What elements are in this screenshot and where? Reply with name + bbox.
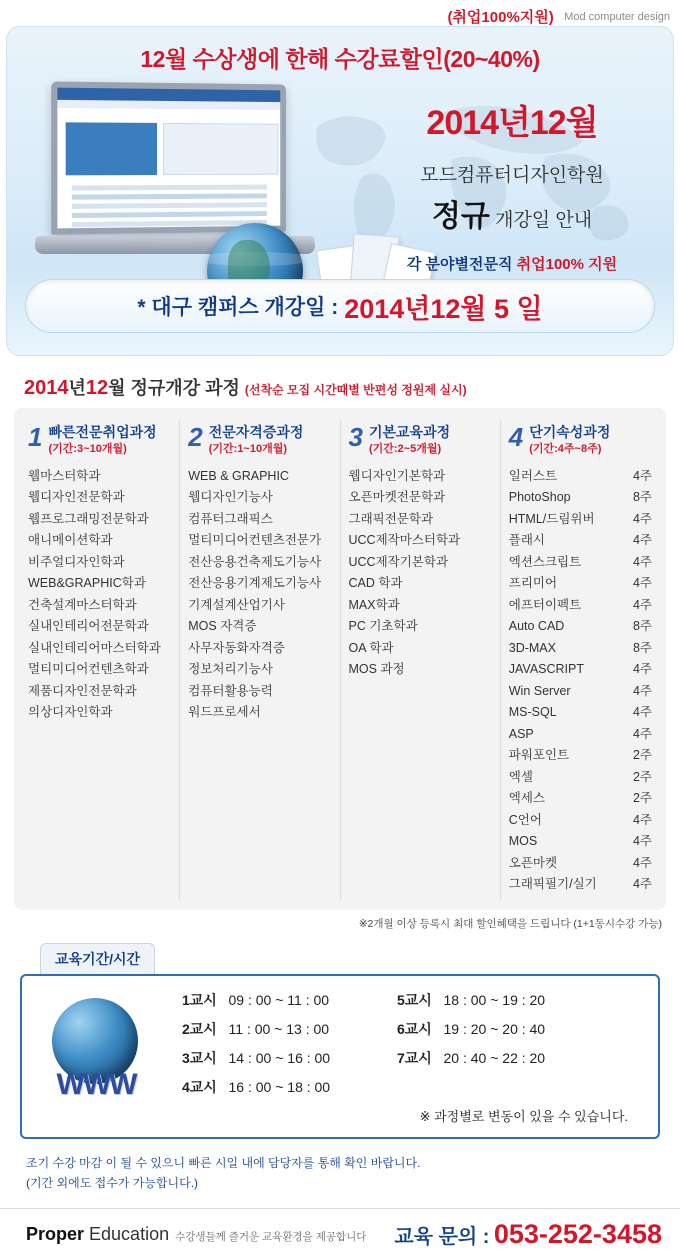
schedule-tab-label: 교육기간/시간 [40, 943, 155, 974]
laptop-screen [51, 81, 286, 234]
schedule-row [182, 1019, 648, 1039]
course-list [349, 466, 492, 681]
schedule-period: 3교시 [182, 1049, 217, 1066]
course-name: 파워포인트 [508, 748, 570, 763]
list-item: 컴퓨터그래픽스 [188, 511, 273, 526]
list-item: 웹디자인기능사 [188, 490, 273, 505]
course-weeks: 8주 [632, 490, 652, 505]
schedule-cell [182, 1019, 397, 1039]
list-item [509, 616, 652, 638]
list-item: 오픈마켓전문학과 [348, 490, 446, 505]
section-title-mid2: 월 정규개강 과정 [108, 378, 245, 398]
list-item: 의상디자인학과 [28, 705, 113, 720]
hero-year-month: 2014년12월 [426, 104, 598, 142]
course-weeks: 4주 [632, 554, 652, 569]
academy-name: 모드컴퓨터디자인학원 [420, 165, 604, 186]
list-item [509, 874, 652, 896]
schedule-cell [397, 990, 612, 1010]
course-weeks: 4주 [632, 576, 652, 591]
list-item [509, 638, 652, 660]
course-columns [14, 408, 666, 910]
list-item: 비주얼디자인학과 [28, 554, 125, 569]
course-weeks: 2주 [632, 791, 652, 806]
list-item: 웹프로그래밍전문학과 [28, 511, 149, 526]
note-line-2: (기간 외에도 접수가 가능합니다.) [26, 1176, 199, 1191]
regular-strong: 정규 [431, 200, 490, 233]
schedule-row [182, 990, 648, 1010]
course-column-4 [500, 420, 660, 900]
list-item [509, 767, 652, 789]
site-banner [66, 122, 157, 175]
course-column-header [509, 424, 652, 456]
course-name: Win Server [508, 683, 571, 698]
regular-open-line [357, 191, 667, 235]
footer [0, 1208, 680, 1250]
section-title-year: 2014 [24, 377, 69, 399]
list-item [509, 702, 652, 724]
list-item: 기계설계산업기사 [188, 597, 285, 612]
schedule-time: 14 : 00 ~ 16 : 00 [228, 1049, 331, 1066]
schedule-time: 19 : 20 ~ 20 : 40 [443, 1020, 546, 1037]
course-weeks: 8주 [632, 640, 652, 655]
note-line-1: 조기 수강 마감 이 될 수 있으니 빠른 시일 내에 담당자를 통해 확인 바랍니다. [26, 1155, 421, 1170]
list-item: 전산응용건축제도기능사 [188, 554, 322, 569]
course-column-titles [369, 424, 450, 456]
list-item [509, 466, 652, 488]
course-column-3 [340, 420, 500, 900]
list-item [509, 831, 652, 853]
course-weeks: 8주 [632, 619, 652, 634]
course-column-name: 전문자격증과정 [208, 424, 304, 440]
course-name: MS-SQL [508, 705, 557, 720]
section-title-mid: 년 [68, 378, 86, 398]
campus-label: * 대구 캠퍼스 개강일 : [137, 296, 339, 319]
browser-toolbar [57, 100, 280, 110]
course-name: MOS [508, 834, 538, 849]
schedule-row [182, 1048, 648, 1068]
course-weeks: 4주 [632, 511, 652, 526]
logo [26, 1224, 366, 1245]
schedule-period: 2교시 [182, 1020, 217, 1037]
schedule-period: 6교시 [397, 1020, 432, 1037]
logo-bold: Proper [26, 1223, 85, 1244]
list-item: 전산응용기계제도기능사 [188, 576, 322, 591]
course-column-titles [209, 424, 304, 456]
course-column-titles [48, 424, 156, 456]
site-rows [66, 181, 273, 229]
list-item [509, 573, 652, 595]
list-item [509, 487, 652, 509]
course-list [188, 466, 331, 724]
hero-banner [6, 26, 674, 356]
campus-date: 2014년12월 5 일 [344, 293, 543, 324]
course-weeks: 2주 [632, 769, 652, 784]
hero-text-block [357, 95, 667, 274]
course-column-header [28, 424, 171, 456]
hero-headline: 12월 수상생에 한해 수강료할인(20~40%) [140, 46, 540, 72]
list-item: WEB & GRAPHIC [188, 468, 289, 483]
course-weeks: 4주 [632, 726, 652, 741]
www-text: WWW [56, 1067, 136, 1101]
course-name: 일러스트 [508, 468, 558, 483]
course-column-header [349, 424, 492, 456]
list-item [509, 552, 652, 574]
section-title-month: 12 [85, 377, 109, 399]
course-column-number: 3 [348, 422, 363, 452]
course-column-period: (기간:1~10개월) [208, 443, 287, 456]
course-name: C언어 [508, 812, 542, 827]
list-item: 실내인테리어전문학과 [28, 619, 149, 634]
course-weeks: 4주 [632, 468, 652, 483]
list-item: 웹디자인기본학과 [348, 468, 446, 483]
course-name: HTML/드림위버 [508, 511, 595, 526]
course-name: ASP [508, 726, 534, 741]
course-name: 프리미어 [508, 576, 558, 591]
course-weeks: 4주 [632, 705, 652, 720]
course-column-number: 4 [508, 422, 524, 452]
course-column-name: 기본교육과정 [368, 424, 451, 440]
course-weeks: 4주 [632, 597, 652, 612]
list-item [509, 509, 652, 531]
section-title [24, 374, 680, 400]
list-item: 실내인테리어마스터학과 [28, 640, 161, 655]
list-item [509, 745, 652, 767]
course-column-name: 빠른전문취업과정 [48, 424, 157, 440]
course-weeks: 4주 [632, 662, 652, 677]
schedule-period: 7교시 [397, 1049, 432, 1066]
list-item: MOS 과정 [348, 662, 405, 677]
course-weeks: 4주 [632, 877, 652, 892]
course-name: 엑션스크립트 [508, 554, 582, 569]
list-item [509, 724, 652, 746]
list-item [509, 810, 652, 832]
contact-block [394, 1219, 662, 1250]
course-weeks: 4주 [632, 812, 652, 827]
course-column-number: 2 [188, 422, 203, 452]
field-support-navy: 각 분야별전문직 [406, 256, 517, 273]
schedule-time: 09 : 00 ~ 11 : 00 [228, 991, 330, 1008]
list-item: 웹마스터학과 [28, 468, 101, 483]
schedule-rows [182, 990, 648, 1097]
schedule-cell [182, 1048, 397, 1068]
course-name: 엑셀 [508, 769, 533, 784]
list-item [509, 681, 652, 703]
course-name: 그래픽필기/실기 [508, 877, 597, 892]
schedule-row [182, 1077, 648, 1097]
list-item: 컴퓨터활용능력 [188, 683, 273, 698]
course-list [28, 466, 171, 724]
schedule-cell [182, 1077, 397, 1097]
course-list [509, 466, 652, 896]
course-column-period: (기간:3~10개월) [48, 443, 127, 456]
course-weeks: 4주 [632, 683, 652, 698]
schedule-time: 18 : 00 ~ 19 : 20 [443, 991, 546, 1008]
course-weeks: 4주 [632, 533, 652, 548]
schedule-box [20, 974, 660, 1139]
laptop-screen-content [57, 88, 280, 229]
list-item: 웹디자인전문학과 [28, 490, 125, 505]
schedule-period: 1교시 [182, 991, 217, 1008]
list-item [509, 530, 652, 552]
course-column-titles [529, 424, 610, 456]
contact-label: 교육 문의 : [394, 1225, 490, 1248]
course-name: 3D-MAX [508, 640, 556, 655]
schedule-cell [397, 1048, 612, 1068]
schedule-footnote: ※ 과정별로 변동이 있을 수 있습니다. [419, 1108, 628, 1124]
list-item: 멀티미디어컨텐츠전문가 [188, 533, 322, 548]
list-item: OA 학과 [348, 640, 394, 655]
field-support-red: 취업100% 지원 [516, 256, 618, 273]
list-item: UCC제작마스터학과 [348, 533, 461, 548]
list-item: 건축설계마스터학과 [28, 597, 137, 612]
contact-number[interactable]: 053-252-3458 [493, 1218, 662, 1249]
schedule-cell [397, 1019, 612, 1039]
course-column-number: 1 [28, 422, 43, 452]
course-weeks: 4주 [632, 855, 652, 870]
list-item: 멀티미디어컨텐츠학과 [28, 662, 149, 677]
course-weeks: 4주 [632, 834, 652, 849]
course-name: 오픈마켓 [508, 855, 558, 870]
course-name: Auto CAD [508, 619, 565, 634]
course-column-header [188, 424, 331, 456]
regular-rest: 개강일 안내 [489, 210, 593, 231]
list-item [509, 853, 652, 875]
support-badge: (취업100%지원) [447, 9, 554, 26]
bottom-notes [26, 1153, 680, 1194]
course-column-2 [179, 420, 339, 900]
brand-note: Mod computer design [564, 10, 670, 23]
schedule-cell [182, 990, 397, 1010]
list-item: 제품디자인전문학과 [28, 683, 137, 698]
list-item: MAX학과 [348, 597, 400, 612]
discount-note: ※2개월 이상 등록시 최대 할인혜택을 드립니다 (1+1동시수강 가능) [358, 917, 662, 930]
list-item [509, 595, 652, 617]
course-name: 에프터이펙트 [508, 597, 582, 612]
list-item: CAD 학과 [348, 576, 403, 591]
schedule-time: 20 : 40 ~ 22 : 20 [443, 1049, 546, 1066]
list-item [509, 659, 652, 681]
schedule-time: 16 : 00 ~ 18 : 00 [228, 1078, 331, 1095]
schedule-period: 4교시 [182, 1078, 217, 1095]
schedule-time: 11 : 00 ~ 13 : 00 [228, 1020, 330, 1037]
course-name: PhotoShop [508, 490, 571, 505]
list-item: 워드프로세서 [188, 705, 261, 720]
list-item: 정보처리기능사 [188, 662, 273, 677]
list-item: UCC제작기본학과 [348, 554, 449, 569]
course-name: 플래시 [508, 533, 545, 548]
logo-subtitle: 수강생들께 즐거운 교육환경을 제공합니다 [175, 1230, 367, 1243]
list-item: PC 기초학과 [348, 619, 418, 634]
site-content-box [163, 123, 278, 175]
list-item [509, 788, 652, 810]
course-column-period: (기간:4주~8주) [529, 443, 602, 456]
list-item: WEB&GRAPHIC학과 [28, 576, 146, 591]
course-column-1 [20, 420, 179, 900]
course-name: JAVASCRIPT [508, 662, 584, 677]
course-name: 엑세스 [508, 791, 545, 806]
section-title-note: (선착순 모집 시간때별 반편성 정원제 실시) [244, 383, 467, 397]
list-item: 사무자동화자격증 [188, 640, 285, 655]
list-item: 애니메이션학과 [28, 533, 113, 548]
campus-open-date-bar [25, 279, 655, 333]
field-support-line [357, 253, 667, 274]
schedule-period: 5교시 [397, 991, 432, 1008]
list-item: 그래픽전문학과 [348, 511, 434, 526]
course-column-period: (기간:2~5개월) [368, 443, 442, 456]
course-weeks: 2주 [632, 748, 652, 763]
logo-rest: Education [84, 1223, 170, 1244]
list-item: MOS 자격증 [188, 619, 257, 634]
course-column-name: 단기속성과정 [529, 424, 611, 440]
top-strip [0, 0, 680, 26]
